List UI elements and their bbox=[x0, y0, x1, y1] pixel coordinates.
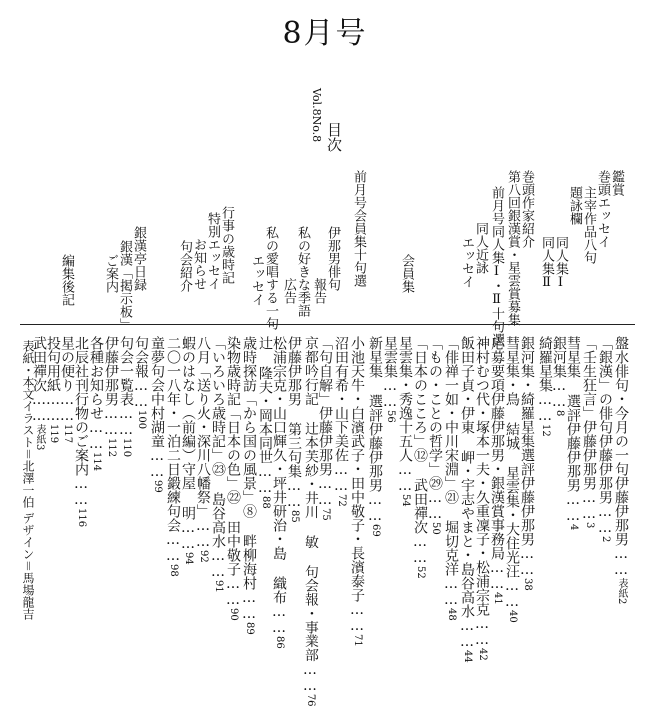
toc-entry-title: 盤水俳句・今月の一句 bbox=[613, 336, 629, 476]
toc-entry-page: 85 bbox=[289, 510, 300, 523]
leader-dots: …… bbox=[443, 576, 459, 608]
toc-entry-title: 句会報 bbox=[133, 336, 149, 378]
leader-dots: …… bbox=[412, 534, 428, 566]
category-kinjo: 同人近詠 bbox=[473, 222, 488, 274]
category-tokubetsu: 特別エッセイ bbox=[205, 212, 220, 290]
toc-entry-title: 京都吟行記 辻本芙紗・井川 敏 句会報・事業部 bbox=[301, 336, 318, 662]
leader-dots: …… bbox=[504, 578, 520, 610]
category-koki: 編集後記 bbox=[59, 254, 74, 306]
toc-entry-author: 伊藤伊那男 bbox=[519, 476, 535, 546]
toc-entry[interactable] bbox=[475, 336, 489, 661]
category-oshirase: お知らせ bbox=[191, 238, 206, 290]
leader-dots: …… bbox=[31, 392, 47, 424]
toc-entry-title: 応募要項 bbox=[489, 336, 505, 392]
toc-entry-title: 松浦宗克・山口輝久・坪井研治・島 織布 bbox=[271, 336, 287, 604]
toc-entry[interactable] bbox=[398, 336, 412, 507]
toc-entry-page: 4 bbox=[568, 524, 579, 531]
toc-entry-title: 綺羅星集 bbox=[537, 336, 553, 392]
toc-entry-page: 2 bbox=[600, 536, 611, 543]
leader-dots: …… bbox=[613, 546, 629, 578]
category-shinjin: 第八回銀漢賞・星雲賞募集 bbox=[505, 170, 520, 326]
toc-entry[interactable] bbox=[46, 336, 60, 443]
leader-dots: …… bbox=[551, 378, 567, 410]
toc-entry-title: 「日本のこころ」 bbox=[412, 336, 428, 448]
leader-dots: …… bbox=[149, 448, 165, 480]
toc-entry-page: 12 bbox=[540, 424, 551, 437]
leader-dots: …… bbox=[382, 378, 398, 410]
toc-entry[interactable] bbox=[413, 336, 427, 579]
toc-entry-page: 98 bbox=[168, 564, 179, 577]
toc-entry-author: 中村湖童 bbox=[149, 392, 165, 448]
toc-entry-page: 44 bbox=[462, 650, 473, 663]
toc-entry-title: 神村むつ代・塚本一夫・久重凜子・松浦宗克 bbox=[474, 336, 490, 616]
toc-entry-page: 56 bbox=[385, 410, 396, 423]
toc-entry-title: 投句用紙 bbox=[45, 336, 61, 392]
toc-entry-title: 二〇一八年・一泊二日鍛練句会 bbox=[165, 336, 181, 532]
toc-entry[interactable] bbox=[520, 336, 534, 591]
toc-entry-title: 銀河集・綺羅星集選評 bbox=[519, 336, 535, 476]
leader-dots: …… bbox=[565, 492, 581, 524]
category-zengetsu: 前月号同人集Ⅰ・Ⅱ十句選 bbox=[489, 186, 504, 346]
category-zengetsu_kaiin: 前月号会員集十句選 bbox=[351, 170, 366, 287]
category-dojin2: 同人集Ⅱ bbox=[539, 236, 554, 290]
category-ginkan: 銀漢亭日録 bbox=[131, 226, 146, 291]
footer-credit: 表紙・本文イラスト＝北澤一伯 デザイン＝馬場龍吉 bbox=[21, 340, 35, 620]
toc-entry-page: 90 bbox=[228, 608, 239, 621]
toc-entry[interactable] bbox=[119, 336, 133, 457]
toc-entry-title: 武田禪次 bbox=[31, 336, 47, 392]
category-gyoji: 行事の歳時記 bbox=[219, 206, 234, 284]
toc-entry-author: ㉒ 田中敬子 bbox=[225, 490, 241, 576]
toc-entry-page: 表紙2 bbox=[616, 578, 627, 605]
toc-entry[interactable] bbox=[196, 336, 210, 563]
toc-entry-title: 沼田有希・山下美佐 bbox=[333, 336, 349, 462]
toc-entry[interactable] bbox=[74, 336, 88, 527]
toc-entry-title: 辻 隆夫・岡本同世 bbox=[257, 336, 273, 464]
toc-entry[interactable] bbox=[444, 336, 458, 621]
toc-entry-page: 72 bbox=[336, 494, 347, 507]
category-aisho: 私の愛唱する一句 bbox=[263, 226, 278, 330]
toc-entry-page: 88 bbox=[260, 496, 271, 509]
toc-entry[interactable] bbox=[166, 336, 180, 577]
toc-entry-author: ㉑ 堀切克洋 bbox=[443, 490, 459, 576]
toc-entry-title: 新星集 選評 bbox=[367, 336, 383, 422]
toc-entry-page: 76 bbox=[304, 693, 316, 707]
toc-entry[interactable] bbox=[505, 336, 519, 623]
issue-title: 8月号 bbox=[282, 16, 368, 51]
toc-entry-title: 星雲集・秀逸十五人 bbox=[397, 336, 413, 462]
category-kansho: 鑑賞 bbox=[609, 170, 624, 196]
toc-entry[interactable] bbox=[368, 336, 382, 537]
toc-entry-page: 112 bbox=[106, 438, 117, 458]
toc-entry-title: 各種お知らせ bbox=[88, 336, 104, 420]
toc-entry-title: 彗星集・鳥 結城 bbox=[504, 336, 520, 466]
leader-dots: …… bbox=[195, 518, 211, 550]
leader-dots: …… bbox=[73, 476, 89, 508]
category-shusai: 主宰作品八句 bbox=[581, 186, 596, 264]
toc-entry-title: 八月「送り火・深川八幡祭」 bbox=[195, 336, 211, 518]
toc-entry-page: 3 bbox=[584, 522, 595, 529]
toc-entry-page: 94 bbox=[183, 552, 194, 565]
leader-dots: …… bbox=[225, 576, 241, 608]
toc-entry-title: 銀河集 bbox=[551, 336, 567, 378]
toc-entry-title: 染物歳時記「日本の色」 bbox=[225, 336, 241, 490]
category-essay2: エッセイ bbox=[459, 236, 474, 288]
toc-entry[interactable] bbox=[181, 336, 195, 565]
leader-dots: …… bbox=[397, 462, 413, 494]
toc-entry[interactable] bbox=[428, 336, 442, 535]
leader-dots: …… bbox=[367, 492, 383, 524]
toc-entry[interactable] bbox=[350, 336, 364, 647]
toc-entry[interactable] bbox=[566, 336, 580, 530]
toc-entry-author: 守屋 明 bbox=[180, 462, 196, 520]
leader-dots: …… bbox=[271, 604, 287, 636]
volume-number: Vol.8No.8 bbox=[310, 88, 323, 143]
toc-entry-title: 「もの・ことの哲学」 bbox=[427, 336, 443, 476]
toc-entry-title: 伊藤伊那男 第三句集 bbox=[286, 336, 302, 478]
toc-entry[interactable] bbox=[226, 336, 240, 621]
leader-dots: …… bbox=[597, 504, 613, 536]
toc-entry[interactable] bbox=[211, 336, 225, 593]
toc-entry-title: 「銀漢」の俳句 bbox=[597, 336, 613, 434]
leader-dots: …… bbox=[103, 406, 119, 438]
issue-header bbox=[0, 0, 650, 170]
category-ito: 伊那男俳句 bbox=[325, 226, 340, 291]
toc-entry-author: 伊藤伊那男 bbox=[367, 422, 383, 492]
toc-entry[interactable] bbox=[89, 336, 103, 471]
category-hokoku: 報告 bbox=[311, 278, 326, 304]
toc-entry[interactable] bbox=[104, 336, 118, 457]
toc-entry-page: 69 bbox=[370, 524, 381, 537]
leader-dots: …… bbox=[301, 661, 318, 694]
toc-entry-page: 54 bbox=[400, 494, 411, 507]
leader-dots: …… bbox=[59, 392, 75, 424]
toc-entry-page: 91 bbox=[213, 580, 224, 593]
toc-entry-title: 北辰社刊行物のご案内 bbox=[73, 336, 89, 476]
leader-dots: …… bbox=[88, 420, 104, 452]
leader-dots: …… bbox=[317, 476, 333, 508]
leader-dots: …… bbox=[537, 392, 553, 424]
section-divider bbox=[20, 324, 635, 325]
toc-entry-title: 童夢句会 bbox=[149, 336, 165, 392]
category-dojin1: 同人集Ⅰ bbox=[553, 236, 568, 290]
toc-entry-title: 「俳禅一如・中川宋淵」 bbox=[443, 336, 459, 490]
toc-entry[interactable] bbox=[318, 336, 332, 521]
leader-dots: …… bbox=[118, 406, 134, 438]
toc-entry-author: 伊藤伊那男 bbox=[597, 434, 613, 504]
toc-entry-title: 蝦のはなし（前編） bbox=[180, 336, 196, 462]
toc-entry-page: 100 bbox=[136, 410, 147, 430]
leader-dots: …… bbox=[180, 520, 196, 552]
leader-dots: …… bbox=[581, 490, 597, 522]
toc-entry-page: 92 bbox=[198, 550, 209, 563]
toc-entry[interactable] bbox=[60, 336, 74, 443]
category-koukoku: 広告 bbox=[281, 278, 296, 304]
toc-entry-page: 116 bbox=[76, 508, 87, 528]
toc-entry[interactable] bbox=[598, 336, 612, 542]
toc-entry-page: 117 bbox=[62, 424, 73, 444]
toc-entry-title: 歳時探訪「から国の風景」 bbox=[241, 336, 257, 504]
category-kanto: 巻頭エッセイ bbox=[595, 170, 610, 248]
toc-entry-title: 星雲集 bbox=[382, 336, 398, 378]
toc-entry[interactable] bbox=[272, 336, 286, 649]
toc-entry[interactable] bbox=[582, 336, 596, 528]
toc-entry-title: 「壬生狂言」 bbox=[581, 336, 597, 420]
toc-entry-page: 表紙3 bbox=[34, 424, 45, 451]
leader-dots: …… bbox=[45, 392, 61, 424]
toc-entry-page: 40 bbox=[507, 610, 518, 623]
toc-entry[interactable] bbox=[460, 336, 474, 663]
toc-entry-author: 伊藤伊那男 bbox=[613, 476, 629, 546]
toc-entry[interactable] bbox=[383, 336, 397, 423]
category-kukai: 句会紹介 bbox=[177, 240, 192, 292]
leader-dots: …… bbox=[459, 618, 475, 650]
toc-entry-author: ⑫ 武田禪次 bbox=[412, 448, 428, 534]
leader-dots: …… bbox=[427, 490, 443, 522]
leader-dots: …… bbox=[489, 560, 505, 592]
toc-entry[interactable] bbox=[538, 336, 552, 437]
toc-entry-author: 星雲集・大住光汪 bbox=[504, 466, 520, 578]
toc-entry-title: 彗星集 選評 bbox=[565, 336, 581, 422]
category-sakka: 巻頭作家紹介 bbox=[519, 170, 534, 248]
toc-entry-title: 飯田子貞・伊東 岬・宇志やまと・島谷高水 bbox=[459, 336, 475, 618]
toc-entry-title: 「句自解」 bbox=[317, 336, 333, 406]
category-kigo: 私の好きな季語 bbox=[295, 226, 310, 317]
toc-entry[interactable] bbox=[242, 336, 256, 635]
toc-entry[interactable] bbox=[302, 336, 316, 707]
toc-entry-author: ㉙ bbox=[427, 476, 443, 490]
toc-entry[interactable] bbox=[134, 336, 148, 429]
leader-dots: …… bbox=[519, 546, 535, 578]
category-keijiban: 銀漢「掲示板」 bbox=[117, 240, 132, 331]
leader-dots: …… bbox=[286, 478, 302, 510]
toc-entry-page: 110 bbox=[121, 438, 132, 458]
toc-entry[interactable] bbox=[287, 336, 301, 523]
toc-entry-author: ㉓ 島谷高水 bbox=[210, 462, 226, 548]
toc-entry-author: 伊藤伊那男・銀漢賞事務局 bbox=[489, 392, 505, 560]
toc-entry-title: 星の便り bbox=[59, 336, 75, 392]
toc-entry-author: 伊藤伊那男 bbox=[581, 420, 597, 490]
toc-entry-title: 「いろいろ歳時記」 bbox=[210, 336, 226, 462]
leader-dots: …… bbox=[257, 464, 273, 496]
toc-entry-page: 119 bbox=[48, 424, 59, 444]
toc-entry-page: 86 bbox=[274, 636, 285, 649]
toc-entry-title: 伊藤伊那男 bbox=[103, 336, 119, 406]
leader-dots: …… bbox=[333, 462, 349, 494]
toc-entry-title: 句会一覧表 bbox=[118, 336, 134, 406]
toc-entry-page: 52 bbox=[415, 566, 426, 579]
category-essay3: エッセイ bbox=[249, 254, 264, 306]
toc-entry-title: 小池天牛・白濱武子・田中敬子・長濱泰子 bbox=[349, 336, 365, 602]
leader-dots: …… bbox=[210, 548, 226, 580]
toc-entry-page: 38 bbox=[522, 578, 533, 591]
leader-dots: …… bbox=[165, 532, 181, 564]
toc-entry-page: 50 bbox=[430, 522, 441, 535]
toc-entry-page: 114 bbox=[91, 452, 102, 472]
toc-entry[interactable] bbox=[614, 336, 628, 604]
toc-entry-author: 伊藤伊那男 bbox=[317, 406, 333, 476]
toc-entry[interactable] bbox=[490, 336, 504, 605]
leader-dots: …… bbox=[474, 616, 490, 648]
category-kaiin: 会員集 bbox=[399, 254, 414, 293]
leader-dots: …… bbox=[349, 602, 365, 634]
toc-entry-page: 75 bbox=[320, 508, 331, 521]
toc-entry-page: 42 bbox=[477, 648, 488, 661]
toc-entry-author: 伊藤伊那男 bbox=[565, 422, 581, 492]
toc-entry-page: 89 bbox=[244, 622, 255, 635]
leader-dots: …… bbox=[133, 378, 149, 410]
toc-entry-page: 41 bbox=[492, 592, 503, 605]
toc-entry[interactable] bbox=[150, 336, 164, 493]
toc-entry-page: 48 bbox=[446, 608, 457, 621]
toc-entry-author: ⑧ 畔柳海村 bbox=[241, 504, 257, 590]
category-daiei: 題詠欄 bbox=[567, 186, 582, 225]
category-annai: ご案内 bbox=[103, 254, 118, 293]
toc-label: 目次 bbox=[325, 122, 343, 152]
leader-dots: …… bbox=[241, 590, 257, 622]
toc-entry-page: 8 bbox=[554, 410, 565, 417]
toc-entry[interactable] bbox=[258, 336, 272, 509]
toc-entry[interactable] bbox=[334, 336, 348, 507]
toc-entry-page: 99 bbox=[152, 480, 163, 493]
toc-entry-page: 71 bbox=[352, 634, 363, 647]
toc-entry[interactable] bbox=[552, 336, 566, 416]
